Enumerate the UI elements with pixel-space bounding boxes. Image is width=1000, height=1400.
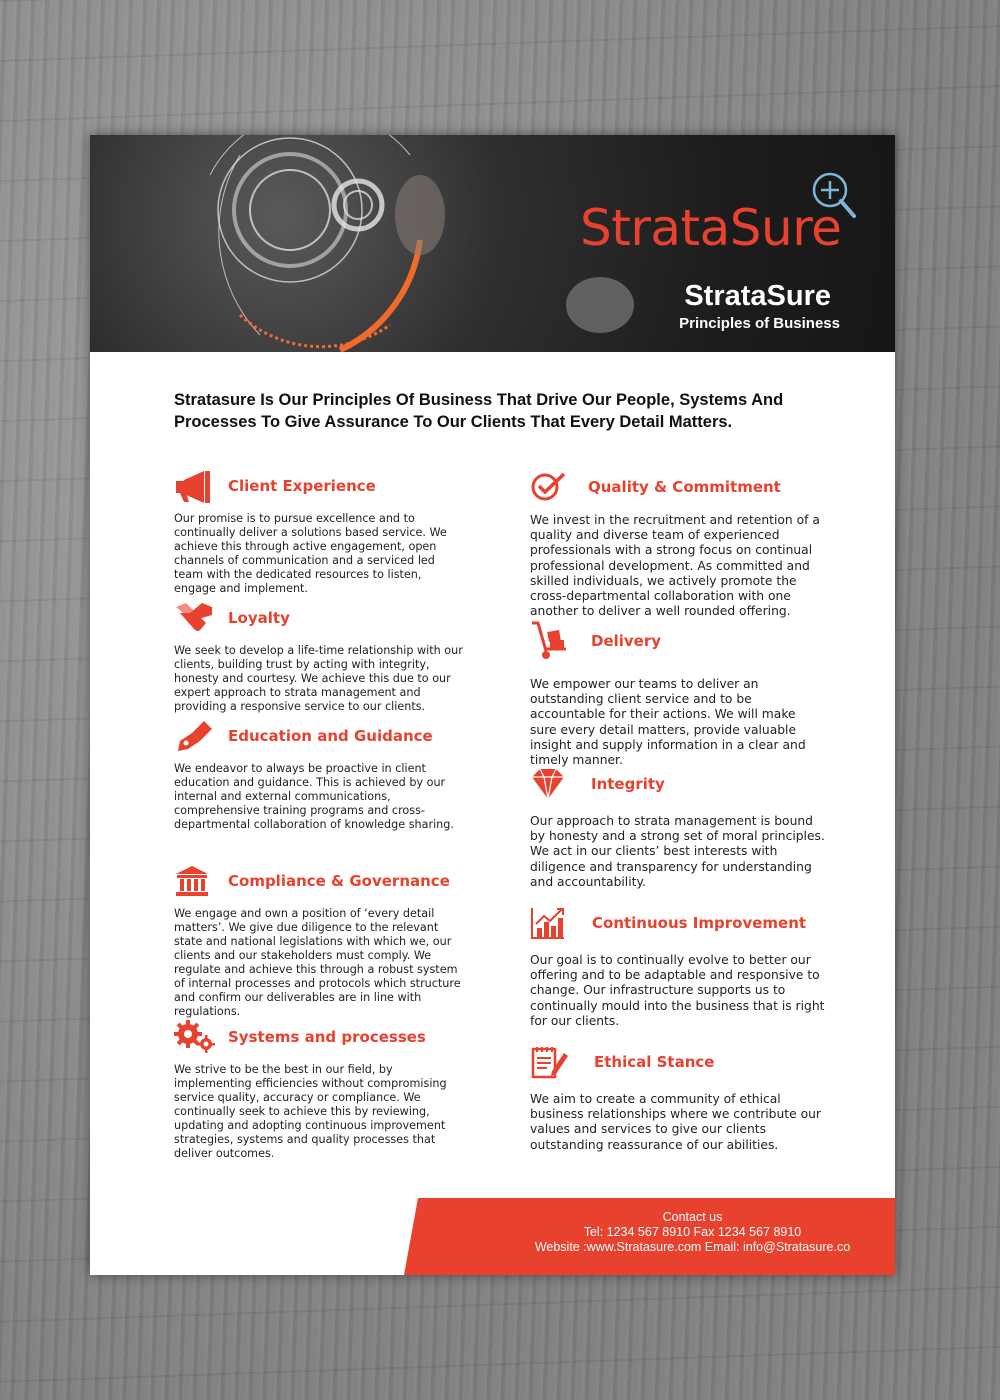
megaphone-icon bbox=[174, 468, 218, 504]
section-client-experience bbox=[174, 468, 464, 596]
contact-web-email: Website :www.Stratasure.com Email: info@Stratasure.co bbox=[534, 1240, 851, 1254]
section-title: Systems and processes bbox=[228, 1028, 426, 1046]
section-ethical-stance bbox=[530, 1044, 825, 1153]
diamond-icon bbox=[530, 766, 574, 802]
section-title: Loyalty bbox=[228, 609, 290, 627]
section-compliance-governance bbox=[174, 863, 464, 1019]
notepad-pen-icon bbox=[530, 1044, 574, 1080]
section-body: We seek to develop a life-time relationship with our clients, building trust by acting with integrity, honesty and courtesy. We achieve this due to our expert approach to strata management and providing a responsive service to our clients. bbox=[174, 644, 463, 713]
hand-truck-icon bbox=[530, 623, 574, 659]
section-title: Quality & Commitment bbox=[588, 478, 781, 496]
brand-logo: StrataSure bbox=[580, 199, 842, 257]
section-body: We engage and own a position of ‘every detail matters’. We give due diligence to the relevant state and national legislations with which we, our clients and our stakeholders must comply. We regulate and achieve this through a robust system of internal processes and protocols which structure and confirm our deliverables are in line with regulations. bbox=[174, 907, 461, 1018]
contact-phones: Tel: 1234 567 8910 Fax 1234 567 8910 bbox=[583, 1225, 802, 1239]
section-delivery bbox=[530, 623, 825, 768]
pen-nib-icon bbox=[174, 718, 218, 754]
magnifier-plus-icon bbox=[810, 170, 860, 222]
section-title: Compliance & Governance bbox=[228, 872, 450, 890]
intro-statement: Stratasure Is Our Principles Of Business That Drive Our People, Systems And Processes To Give Assurance To Our Clients That Every Detail Matters. bbox=[174, 391, 784, 431]
section-title: Delivery bbox=[591, 632, 662, 650]
check-circle-icon bbox=[530, 469, 574, 505]
gears-icon bbox=[174, 1019, 218, 1055]
section-body: Our goal is to continually evolve to better our offering and to be adaptable and responsive to change. Our infrastructure supports us to continually mould into the business that is right for our clients. bbox=[530, 953, 825, 1028]
section-body: We strive to be the best in our field, by implementing efficiencies without compromising service quality, accuracy or compliance. We continually seek to achieve this by reviewing, updating and adopting continuous improvement strategies, systems and quality processes that deliver outcomes. bbox=[174, 1063, 447, 1160]
section-title: Integrity bbox=[591, 775, 665, 793]
government-building-icon bbox=[174, 863, 218, 899]
hero-subtitle: Principles of Business bbox=[679, 315, 840, 332]
growth-chart-icon bbox=[530, 905, 574, 941]
section-quality-commitment bbox=[530, 469, 825, 619]
contact-block bbox=[490, 1210, 895, 1255]
section-body: We endeavor to always be proactive in client education and guidance. This is achieved by our internal and external communications, comprehensive training programs and cross-departmental collaboration of knowledge sharing. bbox=[174, 762, 454, 831]
section-title: Ethical Stance bbox=[594, 1053, 715, 1071]
section-body: We empower our teams to deliver an outstanding client service and to be accountable for their actions. We will make sure every detail matters, provide valuable insight and supply information in a clear and timely manner. bbox=[530, 677, 806, 768]
handshake-icon bbox=[174, 600, 218, 636]
section-continuous-improvement bbox=[530, 905, 825, 1029]
contact-heading: Contact us bbox=[662, 1210, 723, 1224]
hero-banner bbox=[90, 135, 895, 352]
section-body: We invest in the recruitment and retention of a quality and diverse team of experienced professionals with a strong focus on continual professional development. As committed and skilled individuals, we actively promote the cross-departmental collaboration with one another to deliver a well rounded offering. bbox=[530, 513, 820, 619]
section-body: We aim to create a community of ethical business relationships where we contribute our values and services to give our clients outstanding reassurance of our abilities. bbox=[530, 1092, 821, 1152]
section-integrity bbox=[530, 766, 825, 890]
section-body: Our promise is to pursue excellence and to continually deliver a solutions based service. We achieve this through active engagement, open channels of communication and a serviced led team with the dedicated resources to listen, engage and implement. bbox=[174, 512, 447, 595]
flyer-page bbox=[90, 135, 895, 1275]
section-education-guidance bbox=[174, 718, 464, 832]
section-systems-processes bbox=[174, 1019, 464, 1161]
section-body: Our approach to strata management is bound by honesty and a strong set of moral principles. We act in our clients’ best interests with diligence and transparency for understanding and accountability. bbox=[530, 814, 825, 889]
section-title: Education and Guidance bbox=[228, 727, 433, 745]
section-title: Client Experience bbox=[228, 477, 376, 495]
hero-title: StrataSure bbox=[684, 280, 831, 312]
section-title: Continuous Improvement bbox=[592, 914, 807, 932]
section-loyalty bbox=[174, 600, 464, 714]
